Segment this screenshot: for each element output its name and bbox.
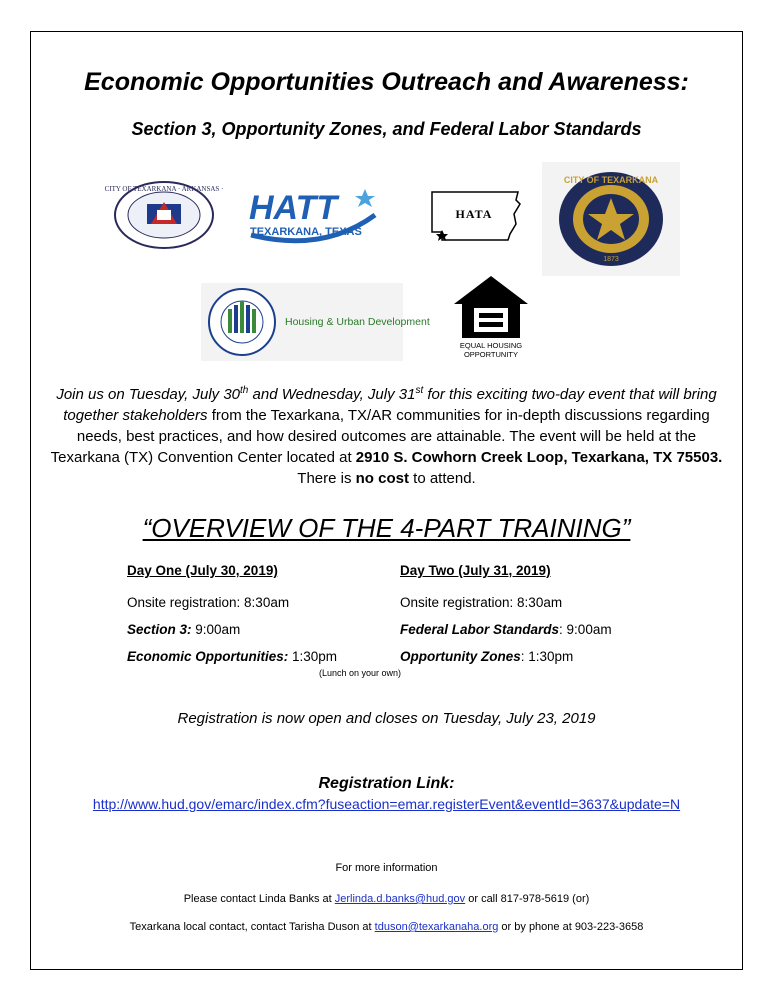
intro-date-2: and Wednesday, July 31 <box>248 386 416 403</box>
day-two-registration: Onsite registration: 8:30am <box>400 595 563 610</box>
hata-name: HATA <box>455 207 493 221</box>
contact-line-1 <box>0 891 773 907</box>
intro-text-4: to attend. <box>408 470 476 487</box>
event-description <box>44 380 729 489</box>
eho-line2: OPPORTUNITY <box>463 350 519 359</box>
hata-logo <box>428 190 524 242</box>
day-two-schedule <box>400 562 612 666</box>
day-two-session-1 <box>400 621 612 639</box>
lunch-note: (Lunch on your own) <box>318 668 402 678</box>
hud-logo <box>201 283 430 361</box>
page-title: Economic Opportunities Outreach and Awareness: <box>84 68 689 96</box>
intro-text-3: There is <box>297 470 356 487</box>
intro-date-1: Join us on Tuesday, July 30 <box>56 386 241 403</box>
day-one-schedule <box>127 562 337 666</box>
equal-housing-opportunity-logo <box>452 274 530 360</box>
registration-link[interactable]: http://www.hud.gov/emarc/index.cfm?fuseaction=emar.registerEvent&eventId=3637&update=N <box>92 796 681 812</box>
seal-ring-text: CITY OF TEXARKANA · ARKANSAS · <box>104 185 224 193</box>
day-two-session-1-label: Federal Labor Standards <box>400 622 560 637</box>
contact-2-email-link[interactable]: tduson@texarkanaha.org <box>374 921 499 933</box>
day-one-session-2 <box>127 648 337 666</box>
overview-heading: “OVERVIEW OF THE 4-PART TRAINING” <box>142 513 631 543</box>
day-one-session-2-time: 1:30pm <box>288 649 338 664</box>
contact-2-suffix: or by phone at 903-223-3658 <box>498 921 644 933</box>
seal-text: CITY OF TEXARKANA <box>563 175 659 185</box>
day-one-session-1 <box>127 621 337 639</box>
contact-1-suffix: or call 817-978-5619 (or) <box>465 893 590 905</box>
event-address: 2910 S. Cowhorn Creek Loop, Texarkana, TX 75503. <box>355 449 723 466</box>
day-one-session-1-label: Section 3: <box>127 622 192 637</box>
day-two-session-2-label: Opportunity Zones <box>400 649 521 664</box>
day-one-session-2-label: Economic Opportunities: <box>127 649 289 664</box>
city-of-texarkana-arkansas-logo <box>104 180 224 250</box>
eho-line1: EQUAL HOUSING <box>459 341 523 350</box>
city-of-texarkana-texas-seal <box>542 162 680 276</box>
day-two-session-2 <box>400 648 612 666</box>
contact-line-2 <box>0 919 773 935</box>
contact-1-prefix: Please contact Linda Banks at <box>183 893 335 905</box>
day-two-header: Day Two (July 31, 2019) <box>400 563 551 578</box>
page-subtitle: Section 3, Opportunity Zones, and Federal Labor Standards <box>131 119 642 139</box>
seal-year: 1873 <box>603 256 619 263</box>
day-one-header: Day One (July 30, 2019) <box>127 563 278 578</box>
intro-sup-2: st <box>415 385 424 396</box>
registration-dates: Registration is now open and closes on Tuesday, July 23, 2019 <box>177 710 596 727</box>
day-two-session-1-time: : 9:00am <box>559 622 612 637</box>
intro-text-2: from the Texarkana, TX/AR communities for in-depth discussions regarding needs, best practices, and how desired outcomes are attainable. The event will be held at the Texarkana (TX) Convention Center located at <box>50 407 710 466</box>
intro-sup-1: th <box>240 385 249 396</box>
hatt-logo <box>243 185 388 247</box>
more-info-label: For more information <box>335 862 438 874</box>
hatt-name: HATT <box>249 189 338 227</box>
hud-name: Housing & Urban Development <box>285 316 430 328</box>
day-one-session-1-time: 9:00am <box>191 622 241 637</box>
day-one-registration: Onsite registration: 8:30am <box>127 595 290 610</box>
hatt-subtitle: TEXARKANA, TEXAS <box>250 226 362 238</box>
no-cost-text: no cost <box>355 470 409 487</box>
intro-text-1: for this exciting two-day event that will bring together stakeholders <box>63 386 717 424</box>
contact-2-prefix: Texarkana local contact, contact Tarisha Duson at <box>129 921 375 933</box>
day-two-session-2-time: : 1:30pm <box>520 649 574 664</box>
contact-1-email-link[interactable]: Jerlinda.d.banks@hud.gov <box>334 893 466 905</box>
registration-link-label: Registration Link: <box>318 775 455 792</box>
